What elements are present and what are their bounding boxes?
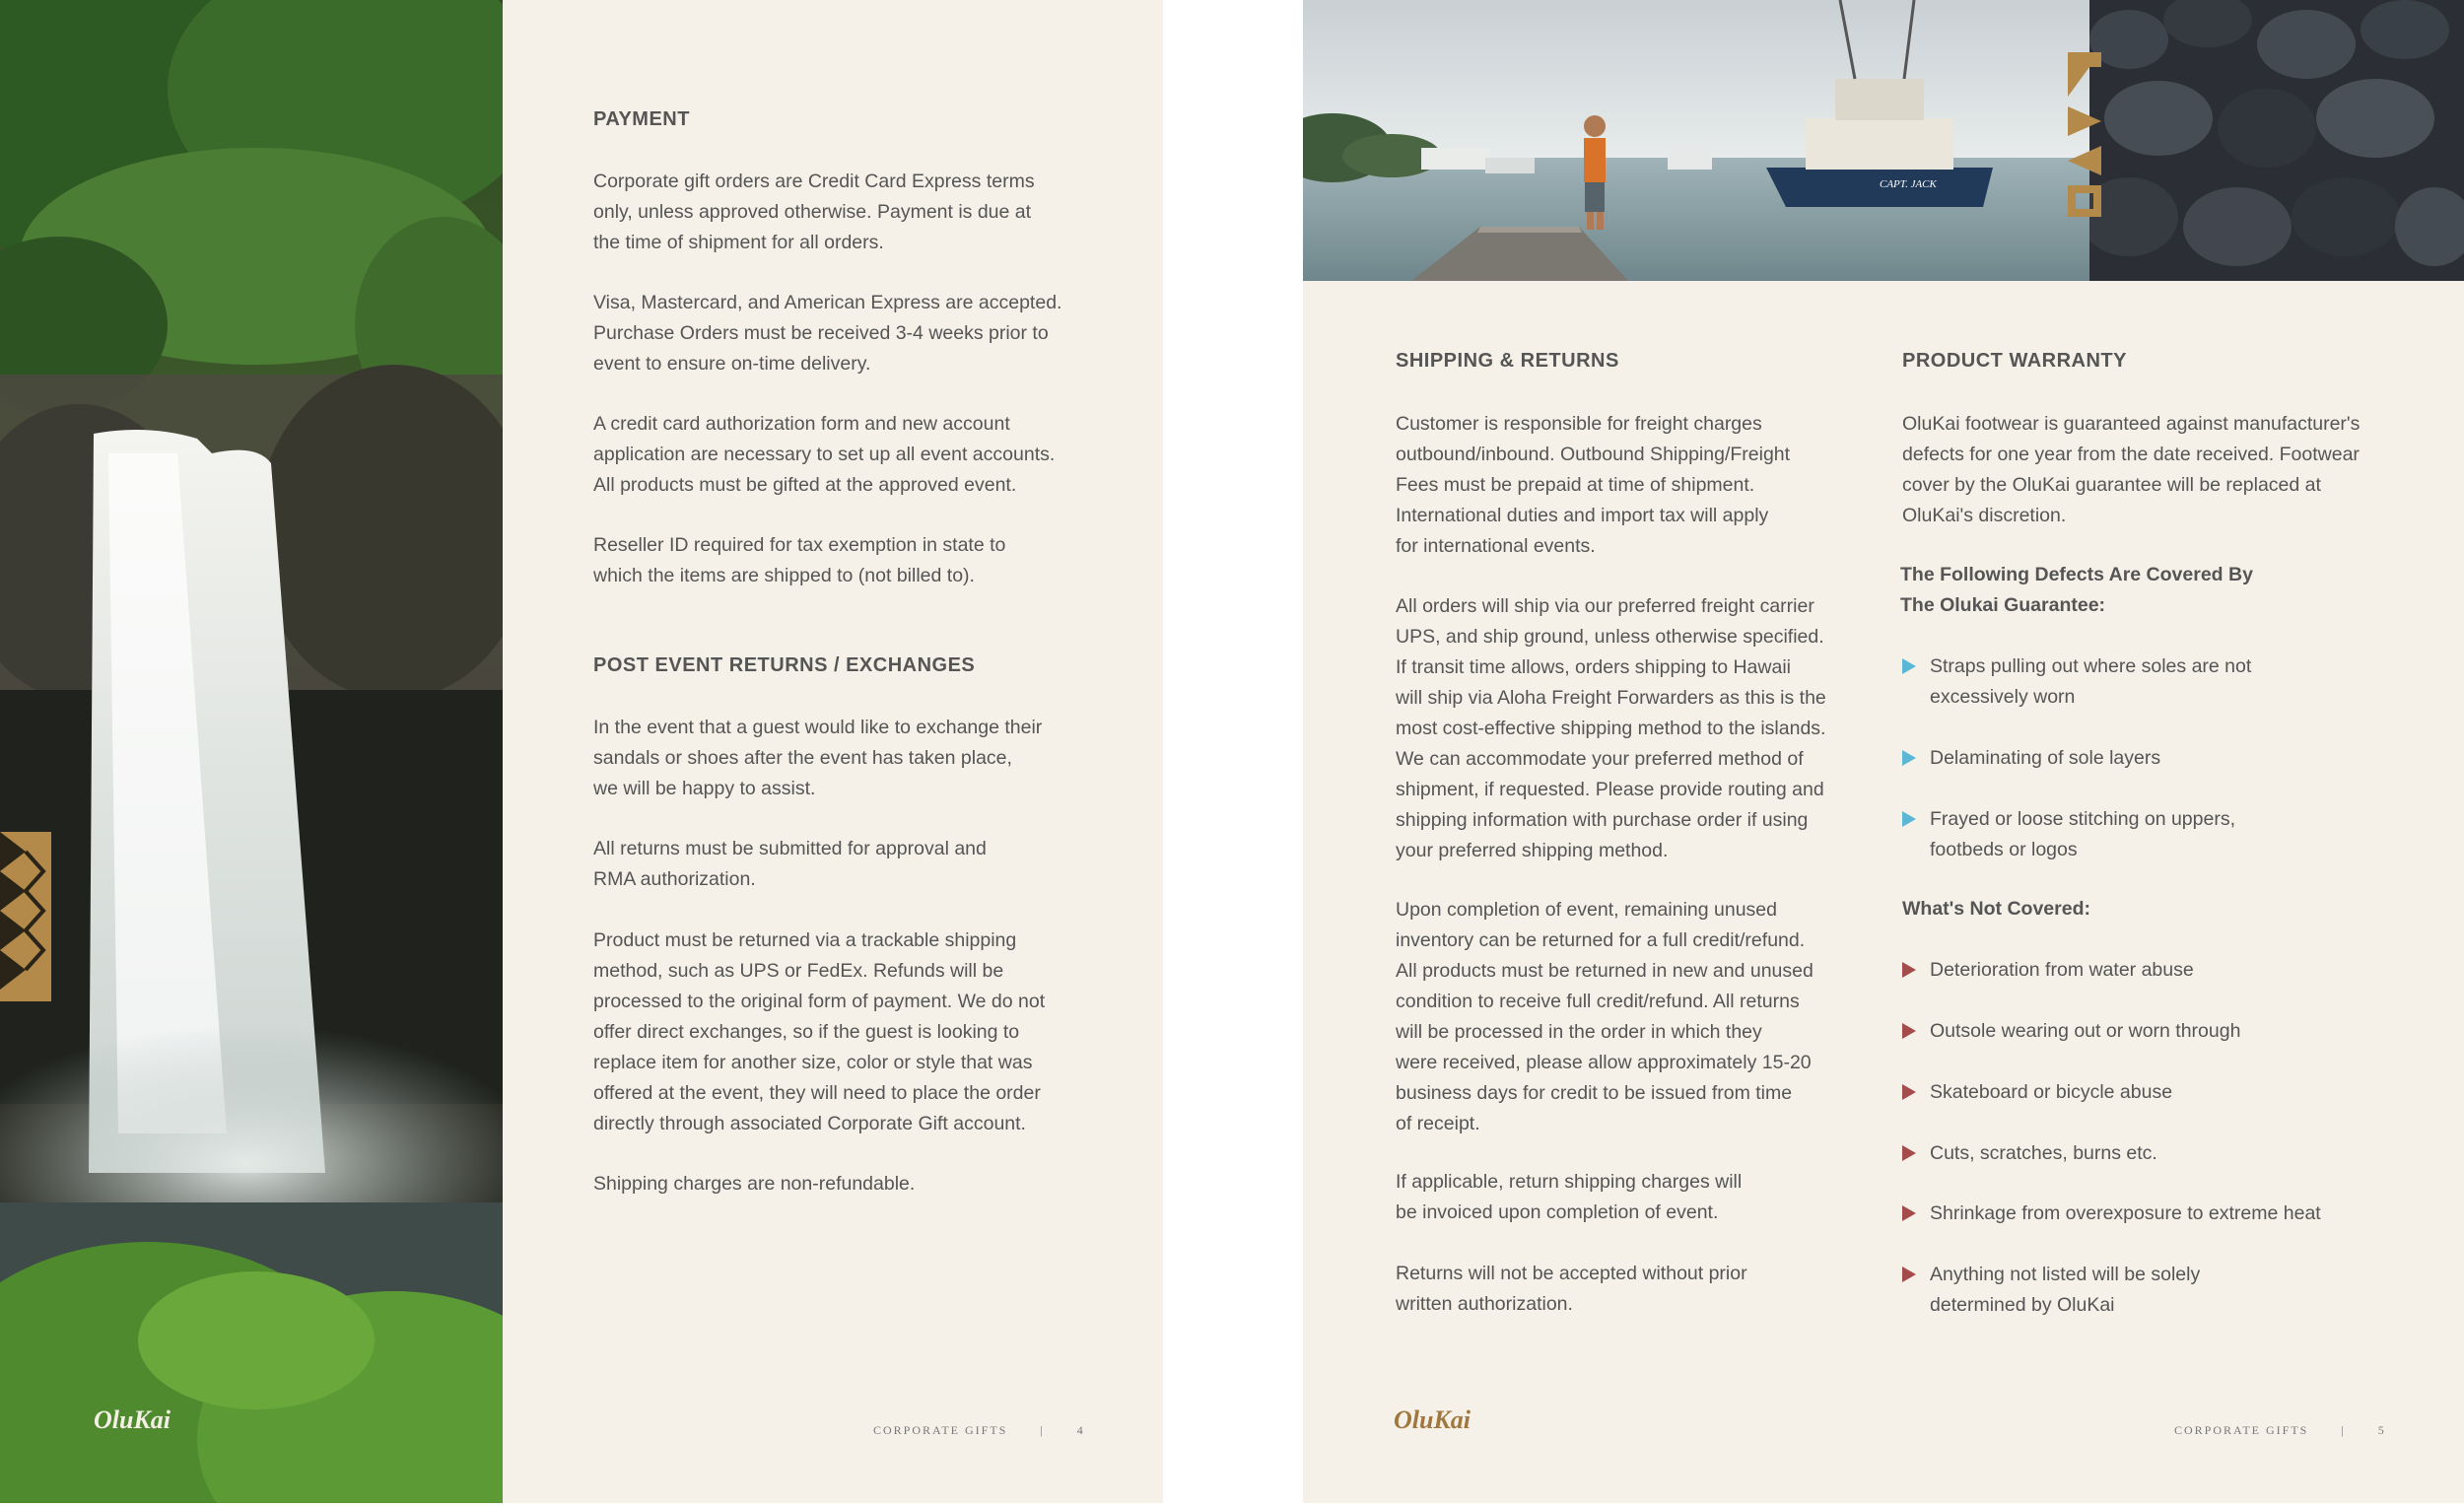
lava-rock-photo [2089, 0, 2464, 281]
olukai-logo-left: OluKai [94, 1405, 171, 1434]
tribal-accent-icon [2060, 47, 2109, 223]
not-covered-item [1902, 1016, 2240, 1047]
not-covered-item [1902, 1199, 2321, 1229]
returns-heading: POST EVENT RETURNS / EXCHANGES [593, 654, 976, 676]
footer-label: CORPORATE GIFTS [2174, 1423, 2309, 1437]
not-covered-item-text: Outsole wearing out or worn through [1930, 1020, 2241, 1042]
covered-item-text: Delaminating of sole layers [1930, 747, 2161, 769]
not-covered-heading: What's Not Covered: [1902, 898, 2090, 920]
payment-paragraph: Reseller ID required for tax exemption in state to which the items are shipped to (not billed to). [593, 534, 1006, 586]
left-footer [873, 1423, 1085, 1438]
covered-item-text: Straps pulling out where soles are not excessively worn [1930, 655, 2252, 708]
payment-paragraph: A credit card authorization form and new account application are necessary to set up all event accounts. All products must be gifted at the approved event. [593, 413, 1056, 496]
shipping-paragraph: All orders will ship via our preferred freight carrier UPS, and ship ground, unless otherwise specified. If transit time allows, orders shipping to Hawaii will ship via Aloha Freight Forwarders as this is the most cost-effective shipping method to the islands. We can accommodate your preferred method of shipment, if requested. Please provide routing and shipping information with purchase order if using your preferred shipping method. [1396, 595, 1826, 861]
warranty-intro: OluKai footwear is guaranteed against manufacturer's defects for one year from the date received. Footwear cover by the OluKai guarantee will be replaced at OluKai's discretion. [1902, 413, 2361, 526]
dock-photo [1303, 0, 2089, 281]
payment-paragraph: Corporate gift orders are Credit Card Express terms only, unless approved otherwise. Payment is due at the time of shipment for all orders. [593, 171, 1035, 253]
returns-paragraph: In the event that a guest would like to exchange their sandals or shoes after the event has taken place, we will be happy to assist. [593, 717, 1043, 799]
page-number: 5 [2377, 1423, 2386, 1437]
not-covered-item [1902, 1260, 2200, 1321]
warranty-heading: PRODUCT WARRANTY [1902, 350, 2127, 372]
page-number: 4 [1076, 1423, 1085, 1437]
covered-item [1902, 651, 2251, 713]
red-arrow-icon [1902, 1145, 1916, 1161]
not-covered-item [1902, 1077, 2172, 1108]
tribal-pattern-icon [0, 832, 51, 1001]
blue-arrow-icon [1902, 750, 1916, 766]
tribal-pattern-tab [0, 832, 51, 1001]
footer-divider: | [1040, 1423, 1045, 1437]
shipping-paragraph: Returns will not be accepted without prior written authorization. [1396, 1263, 1747, 1315]
blue-arrow-icon [1902, 811, 1916, 827]
red-arrow-icon [1902, 1205, 1916, 1221]
red-arrow-icon [1902, 1084, 1916, 1100]
returns-paragraph: Product must be returned via a trackable shipping method, such as UPS or FedEx. Refunds will be processed to the original form of payment. We do not offer direct exchanges, so if the guest is looking to replace item for another size, color or style that was offered at the event, they will need to place the order directly through associated Corporate Gift account. [593, 929, 1046, 1134]
right-footer [2174, 1423, 2386, 1438]
not-covered-item-text: Shrinkage from overexposure to extreme heat [1930, 1202, 2321, 1224]
footer-label: CORPORATE GIFTS [873, 1423, 1008, 1437]
covered-item-text: Frayed or loose stitching on uppers, footbeds or logos [1930, 808, 2236, 860]
returns-paragraph: Shipping charges are non-refundable. [593, 1173, 916, 1195]
olukai-logo-right: OluKai [1394, 1405, 1472, 1434]
dock-illustration [1303, 0, 2089, 281]
red-arrow-icon [1902, 962, 1916, 978]
covered-item [1902, 804, 2235, 865]
covered-heading: The Following Defects Are Covered By The Olukai Guarantee: [1900, 564, 2253, 616]
waterfall-illustration [0, 0, 503, 1503]
lava-rock-illustration [2089, 0, 2464, 281]
not-covered-item-text: Skateboard or bicycle abuse [1930, 1081, 2173, 1103]
returns-paragraph: All returns must be submitted for approval and RMA authorization. [593, 838, 987, 890]
red-arrow-icon [1902, 1267, 1916, 1282]
waterfall-photo [0, 0, 503, 1503]
not-covered-item-text: Anything not listed will be solely determined by OluKai [1930, 1264, 2201, 1316]
shipping-paragraph: If applicable, return shipping charges will be invoiced upon completion of event. [1396, 1171, 1743, 1223]
payment-paragraph: Visa, Mastercard, and American Express are accepted. Purchase Orders must be received 3-4 weeks prior to event to ensure on-time delivery. [593, 292, 1062, 375]
footer-divider: | [2341, 1423, 2346, 1437]
not-covered-item [1902, 955, 2194, 986]
red-arrow-icon [1902, 1023, 1916, 1039]
shipping-paragraph: Upon completion of event, remaining unused inventory can be returned for a full credit/refund. All products must be returned in new and unused condition to receive full credit/refund. All returns will be processed in the order in which they were received, please allow approximately 15-20 business days for credit to be issued from time of receipt. [1396, 899, 1814, 1134]
not-covered-item-text: Cuts, scratches, burns etc. [1930, 1142, 2157, 1164]
shipping-paragraph: Customer is responsible for freight charges outbound/inbound. Outbound Shipping/Freight Fees must be prepaid at time of shipment. International duties and import tax will apply for international events. [1396, 413, 1791, 557]
blue-arrow-icon [1902, 658, 1916, 674]
payment-heading: PAYMENT [593, 108, 690, 130]
not-covered-item-text: Deterioration from water abuse [1930, 959, 2194, 981]
shipping-heading: SHIPPING & RETURNS [1396, 350, 1619, 372]
not-covered-item [1902, 1138, 2157, 1169]
boat-name: CAPT. JACK [1880, 178, 1937, 190]
covered-item [1902, 743, 2160, 774]
